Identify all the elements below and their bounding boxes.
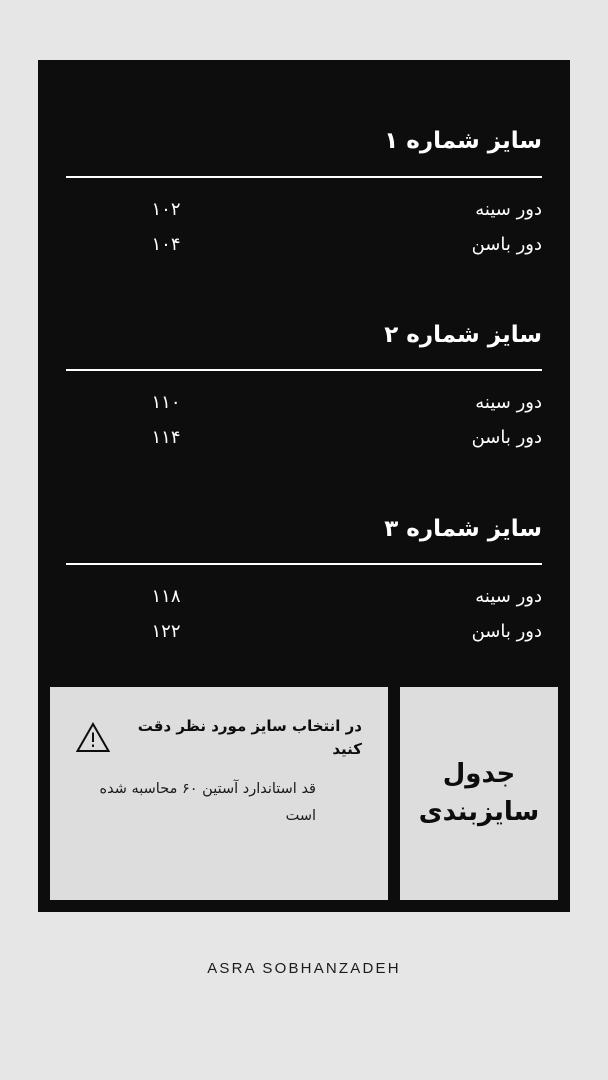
table-row xyxy=(66,614,542,649)
size-chart-card xyxy=(38,60,570,912)
measure-value: ۱۱۰ xyxy=(151,392,181,414)
divider-line-3 xyxy=(66,563,542,565)
table-row xyxy=(66,579,542,614)
note-body-text: قد استاندارد آستین ۶۰ محاسبه شده است xyxy=(99,781,316,824)
measure-label: دور سینه xyxy=(475,586,542,608)
measure-label: دور باسن xyxy=(471,427,542,449)
table-row xyxy=(66,420,542,455)
measure-value: ۱۱۴ xyxy=(151,427,181,449)
chart-title-panel xyxy=(400,687,558,900)
warning-triangle-icon xyxy=(76,722,110,753)
table-row xyxy=(66,385,542,420)
table-row xyxy=(66,192,542,227)
size-group-1-title: سایز شماره ۱ xyxy=(384,128,542,154)
measure-value: ۱۱۸ xyxy=(151,586,181,608)
divider-line-1 xyxy=(66,176,542,178)
size-group-3 xyxy=(66,456,542,650)
brand-footer: ASRA SOBHANZADEH xyxy=(207,960,401,977)
measure-value: ۱۰۲ xyxy=(151,198,181,220)
measure-label: دور سینه xyxy=(475,198,542,220)
size-group-3-title: سایز شماره ۳ xyxy=(384,515,542,542)
note-heading-text: در انتخاب سایز مورد نظر دقت کنید xyxy=(137,717,362,758)
divider-line-2 xyxy=(66,369,542,371)
table-row xyxy=(66,227,542,262)
note-heading-row xyxy=(76,715,362,760)
measure-value: ۱۰۴ xyxy=(151,233,181,255)
chart-title-line-1: جدول xyxy=(442,758,516,789)
measure-value: ۱۲۲ xyxy=(151,621,181,643)
measure-label: دور باسن xyxy=(471,621,542,643)
size-group-2-title: سایز شماره ۲ xyxy=(384,321,542,348)
size-group-1 xyxy=(66,60,542,262)
size-table-area xyxy=(38,60,570,675)
note-panel xyxy=(50,687,388,900)
measure-label: دور باسن xyxy=(471,233,542,255)
chart-title-line-2: سایزبندی xyxy=(418,796,540,827)
size-group-2 xyxy=(66,262,542,456)
bottom-panels xyxy=(38,675,570,912)
chart-title-text xyxy=(419,756,540,831)
measure-label: دور سینه xyxy=(475,392,542,414)
